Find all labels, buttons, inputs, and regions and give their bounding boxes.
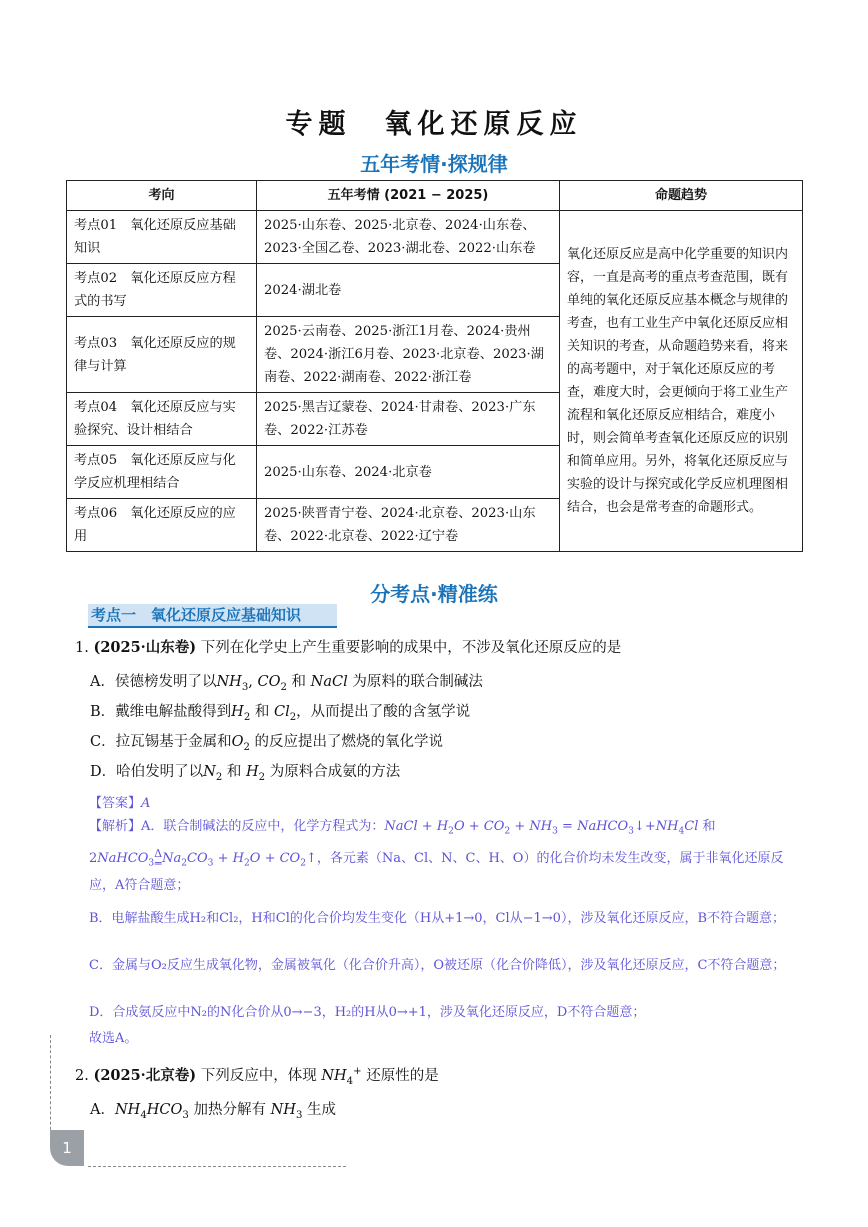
q1-analysis-b: B．电解盐酸生成H₂和Cl₂，H和Cl的化合价均发生变化（H从+1→0，Cl从−1→0），涉及氧化还原反应，B不符合题意；	[89, 911, 786, 926]
years-cell: 2025·山东卷、2025·北京卷、2024·山东卷、2023·全国乙卷、2023·湖北卷、2022·山东卷	[257, 211, 560, 264]
table-row	[67, 211, 803, 264]
topic-cell: 考点02 氧化还原反应方程式的书写	[67, 264, 257, 317]
page-number-badge: 1	[50, 1130, 84, 1166]
q1-source: (2025·山东卷)	[93, 639, 197, 656]
table-header-row	[67, 181, 803, 211]
q2-option-a: A．$NH_4HCO_3$ 加热分解有 $NH_3$ 生成	[90, 1102, 336, 1121]
exam-trend-table	[66, 180, 803, 552]
q1-stem: 下列在化学史上产生重要影响的成果中，不涉及氧化还原反应的是	[200, 640, 622, 656]
header-topic: 考向	[67, 181, 257, 211]
topic-cell: 考点04 氧化还原反应与实验探究、设计相结合	[67, 393, 257, 446]
kp1-heading: 考点一 氧化还原反应基础知识	[88, 604, 337, 628]
header-years: 五年考情 (2021 − 2025)	[257, 181, 560, 211]
topic-cell: 考点03 氧化还原反应的规律与计算	[67, 317, 257, 393]
footer-dashed-horizontal	[88, 1166, 346, 1167]
section-title-trends: 五年考情·探规律	[360, 152, 508, 176]
q1-option-c: C．拉瓦锡基于金属和$O_2$ 的反应提出了燃烧的氧化学说	[90, 734, 444, 753]
header-trend: 命题趋势	[560, 181, 803, 211]
trend-cell: 氧化还原反应是高中化学重要的知识内容，一直是高考的重点考查范围，既有单纯的氧化还原反应基本概念与规律的考查，也有工业生产中氧化还原反应相关知识的考查，从命题趋势来看，将来的高考题中，对于氧化还原反应的考查，难度大时，会更倾向于将工业生产流程和氧化还原反应相结合，难度小时，则会简单考查氧化还原反应的识别和简单应用。另外，将氧化还原反应与实验的设计与探究或化学反应机理图相结合，也会是常考查的命题形式。	[560, 211, 803, 552]
years-cell: 2025·山东卷、2024·北京卷	[257, 446, 560, 499]
q1-option-d: D．哈伯发明了以$N_2$ 和 $H_2$ 为原料合成氨的方法	[90, 764, 401, 783]
q1-option-b: B．戴维电解盐酸得到$H_2$ 和 $Cl_2$，从而提出了酸的含氢学说	[90, 704, 471, 723]
q1-analysis-end: 故选A。	[89, 1031, 138, 1046]
years-cell: 2025·黑吉辽蒙卷、2024·甘肃卷、2023·广东卷、2022·江苏卷	[257, 393, 560, 446]
section-title-practice: 分考点·精准练	[370, 582, 498, 606]
question-2: 2. (2025·北京卷) 下列反应中，体现 $NH_4^+$ 还原性的是	[75, 1066, 439, 1087]
q1-analysis-a-line2: 2NaHCO$_3$Δ $═Na_2CO_3 + H_2O$ + $CO_2↑$，各元素（Na、Cl、N、C、H、O）的化合价均未发生改变，属于非氧化还原反应，A符合题意；	[89, 846, 784, 893]
page-title: 专题 氧化还原反应	[285, 109, 583, 140]
q2-source: (2025·北京卷)	[93, 1067, 197, 1084]
q1-answer: 【答案】A	[89, 796, 151, 811]
q1-analysis-d: D．合成氨反应中N₂的N化合价从0→−3，H₂的H从0→+1，涉及氧化还原反应，D不符合题意；	[89, 1005, 646, 1020]
q1-analysis-a-line1: 【解析】A．联合制碱法的反应中，化学方程式为：NaCl + $H_2O + CO_2 + NH_3$ = $NaHCO_3↓+NH_4Cl$ 和	[89, 819, 716, 837]
years-cell: 2024·湖北卷	[257, 264, 560, 317]
q1-option-a: A．侯德榜发明了以$NH_3$, $CO_2$ 和 NaCl 为原料的联合制碱法	[90, 674, 483, 693]
topic-cell: 考点01 氧化还原反应基础知识	[67, 211, 257, 264]
q1-analysis-c: C．金属与O₂反应生成氧化物，金属被氧化（化合价升高），O被还原（化合价降低），涉及氧化还原反应，C不符合题意；	[89, 958, 786, 973]
years-cell: 2025·陕晋青宁卷、2024·北京卷、2023·山东卷、2022·北京卷、2022·辽宁卷	[257, 499, 560, 552]
footer-dashed-vertical	[50, 1035, 51, 1145]
years-cell: 2025·云南卷、2025·浙江1月卷、2024·贵州卷、2024·浙江6月卷、2023·北京卷、2023·湖南卷、2022·湖南卷、2022·浙江卷	[257, 317, 560, 393]
topic-cell: 考点05 氧化还原反应与化学反应机理相结合	[67, 446, 257, 499]
question-1: 1. (2025·山东卷) 下列在化学史上产生重要影响的成果中，不涉及氧化还原反应的是	[75, 639, 622, 656]
topic-cell: 考点06 氧化还原反应的应用	[67, 499, 257, 552]
